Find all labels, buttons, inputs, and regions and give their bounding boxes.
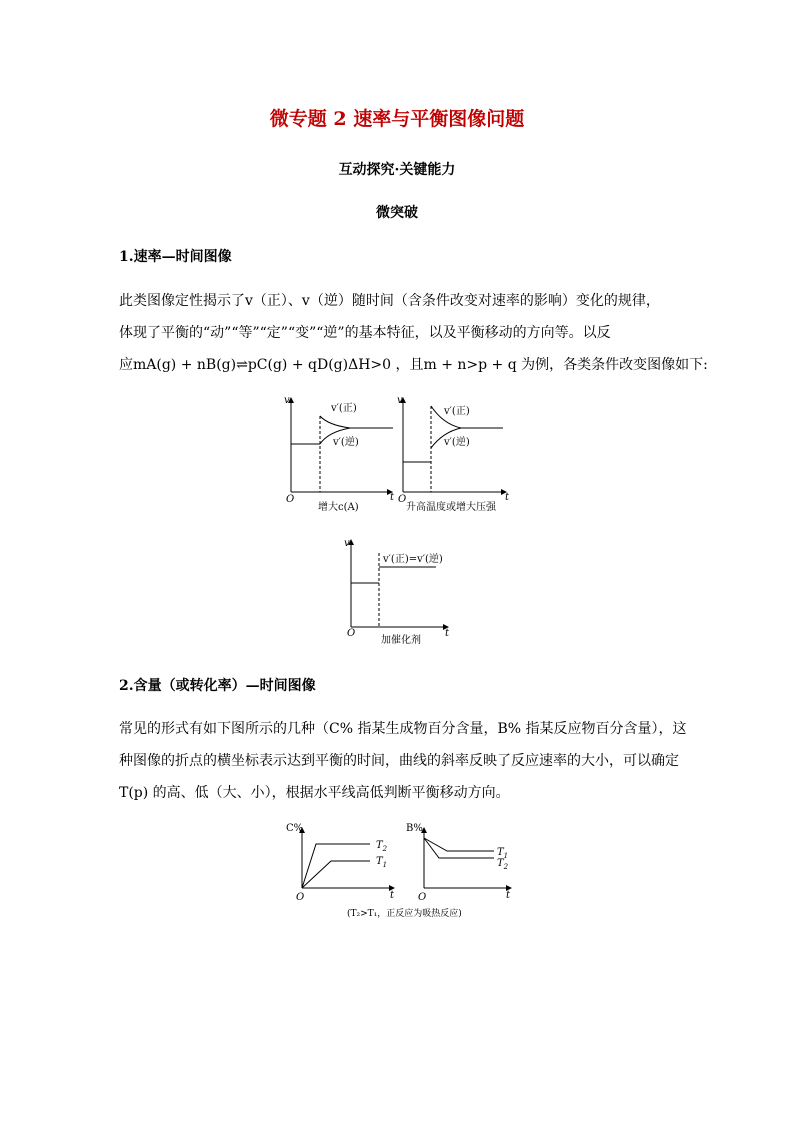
forward-rate-label: v′(正) [444, 406, 470, 417]
origin-label: O [286, 494, 295, 505]
section-2-heading: 2.含量（或转化率）—时间图像 [119, 678, 316, 694]
paragraph-line: 种图像的折点的横坐标表示达到平衡的时间，曲线的斜率反映了反应速率的大小，可以确定 [119, 753, 679, 769]
y-axis-label: v [344, 538, 350, 549]
t2-curve [424, 838, 494, 858]
figure-caption: 增大c(A) [318, 502, 359, 513]
t1-curve [424, 838, 494, 851]
paragraph-line: T(p) 的高、低（大、小），根据水平线高低判断平衡移动方向。 [119, 785, 510, 801]
section-label: 互动探究·关键能力 [338, 162, 456, 178]
x-axis-label: t [390, 492, 395, 503]
figures-caption: (T₂>T₁，正反应为吸热反应) [347, 909, 462, 919]
section-1-heading: 1.速率—时间图像 [119, 249, 232, 265]
t2-curve [302, 844, 370, 888]
forward-rate-label: v′(正) [331, 403, 357, 414]
origin-label: O [418, 892, 427, 903]
paragraph-line: 此类图像定性揭示了v（正）、v（逆）随时间（含条件改变对速率的影响）变化的规律， [119, 293, 660, 309]
figure-caption: 升高温度或增大压强 [406, 502, 496, 513]
y-axis-label: B% [406, 823, 423, 834]
y-axis-label: v [397, 395, 403, 406]
curve-label-t2: $T_2$ [497, 858, 509, 871]
y-axis-label: C% [286, 823, 304, 834]
paragraph-line: 常见的形式有如下图所示的几种（C% 指某生成物百分含量，B% 指某反应物百分含量），这 [119, 721, 687, 737]
reverse-rate-label: v′(逆) [333, 437, 359, 448]
y-axis-label: v [284, 395, 290, 406]
reverse-rate-label: v′(逆) [444, 437, 470, 448]
x-axis-label: t [505, 492, 510, 503]
origin-label: O [296, 892, 305, 903]
paragraph-line: 应mA(g) + nB(g)⇌pC(g) + qD(g)ΔH>0 ，且m + n>p + q 为例，各类条件改变图像如下: [119, 357, 708, 373]
origin-label: O [347, 628, 356, 639]
figure-caption: 加催化剂 [381, 635, 421, 646]
paragraph-line: 体现了平衡的“动”“等”“定”“变”“逆”的基本特征，以及平衡移动的方向等。以反 [119, 325, 611, 341]
origin-label: O [398, 494, 407, 505]
x-axis-label: t [506, 890, 511, 901]
curve-label-t2: $T_2$ [376, 840, 388, 853]
x-axis-label: t [445, 628, 450, 639]
page-title: 微专题 2 速率与平衡图像问题 [269, 108, 525, 130]
x-axis-label: t [390, 890, 395, 901]
t1-curve [302, 861, 370, 888]
forward-rate-curve [320, 416, 350, 428]
curve-label-t1: $T_1$ [376, 856, 388, 869]
equal-rate-label: v′(正)=v′(逆) [383, 554, 443, 565]
curve-label-t1: $T_1$ [497, 847, 509, 860]
sub-label: 微突破 [376, 205, 418, 221]
